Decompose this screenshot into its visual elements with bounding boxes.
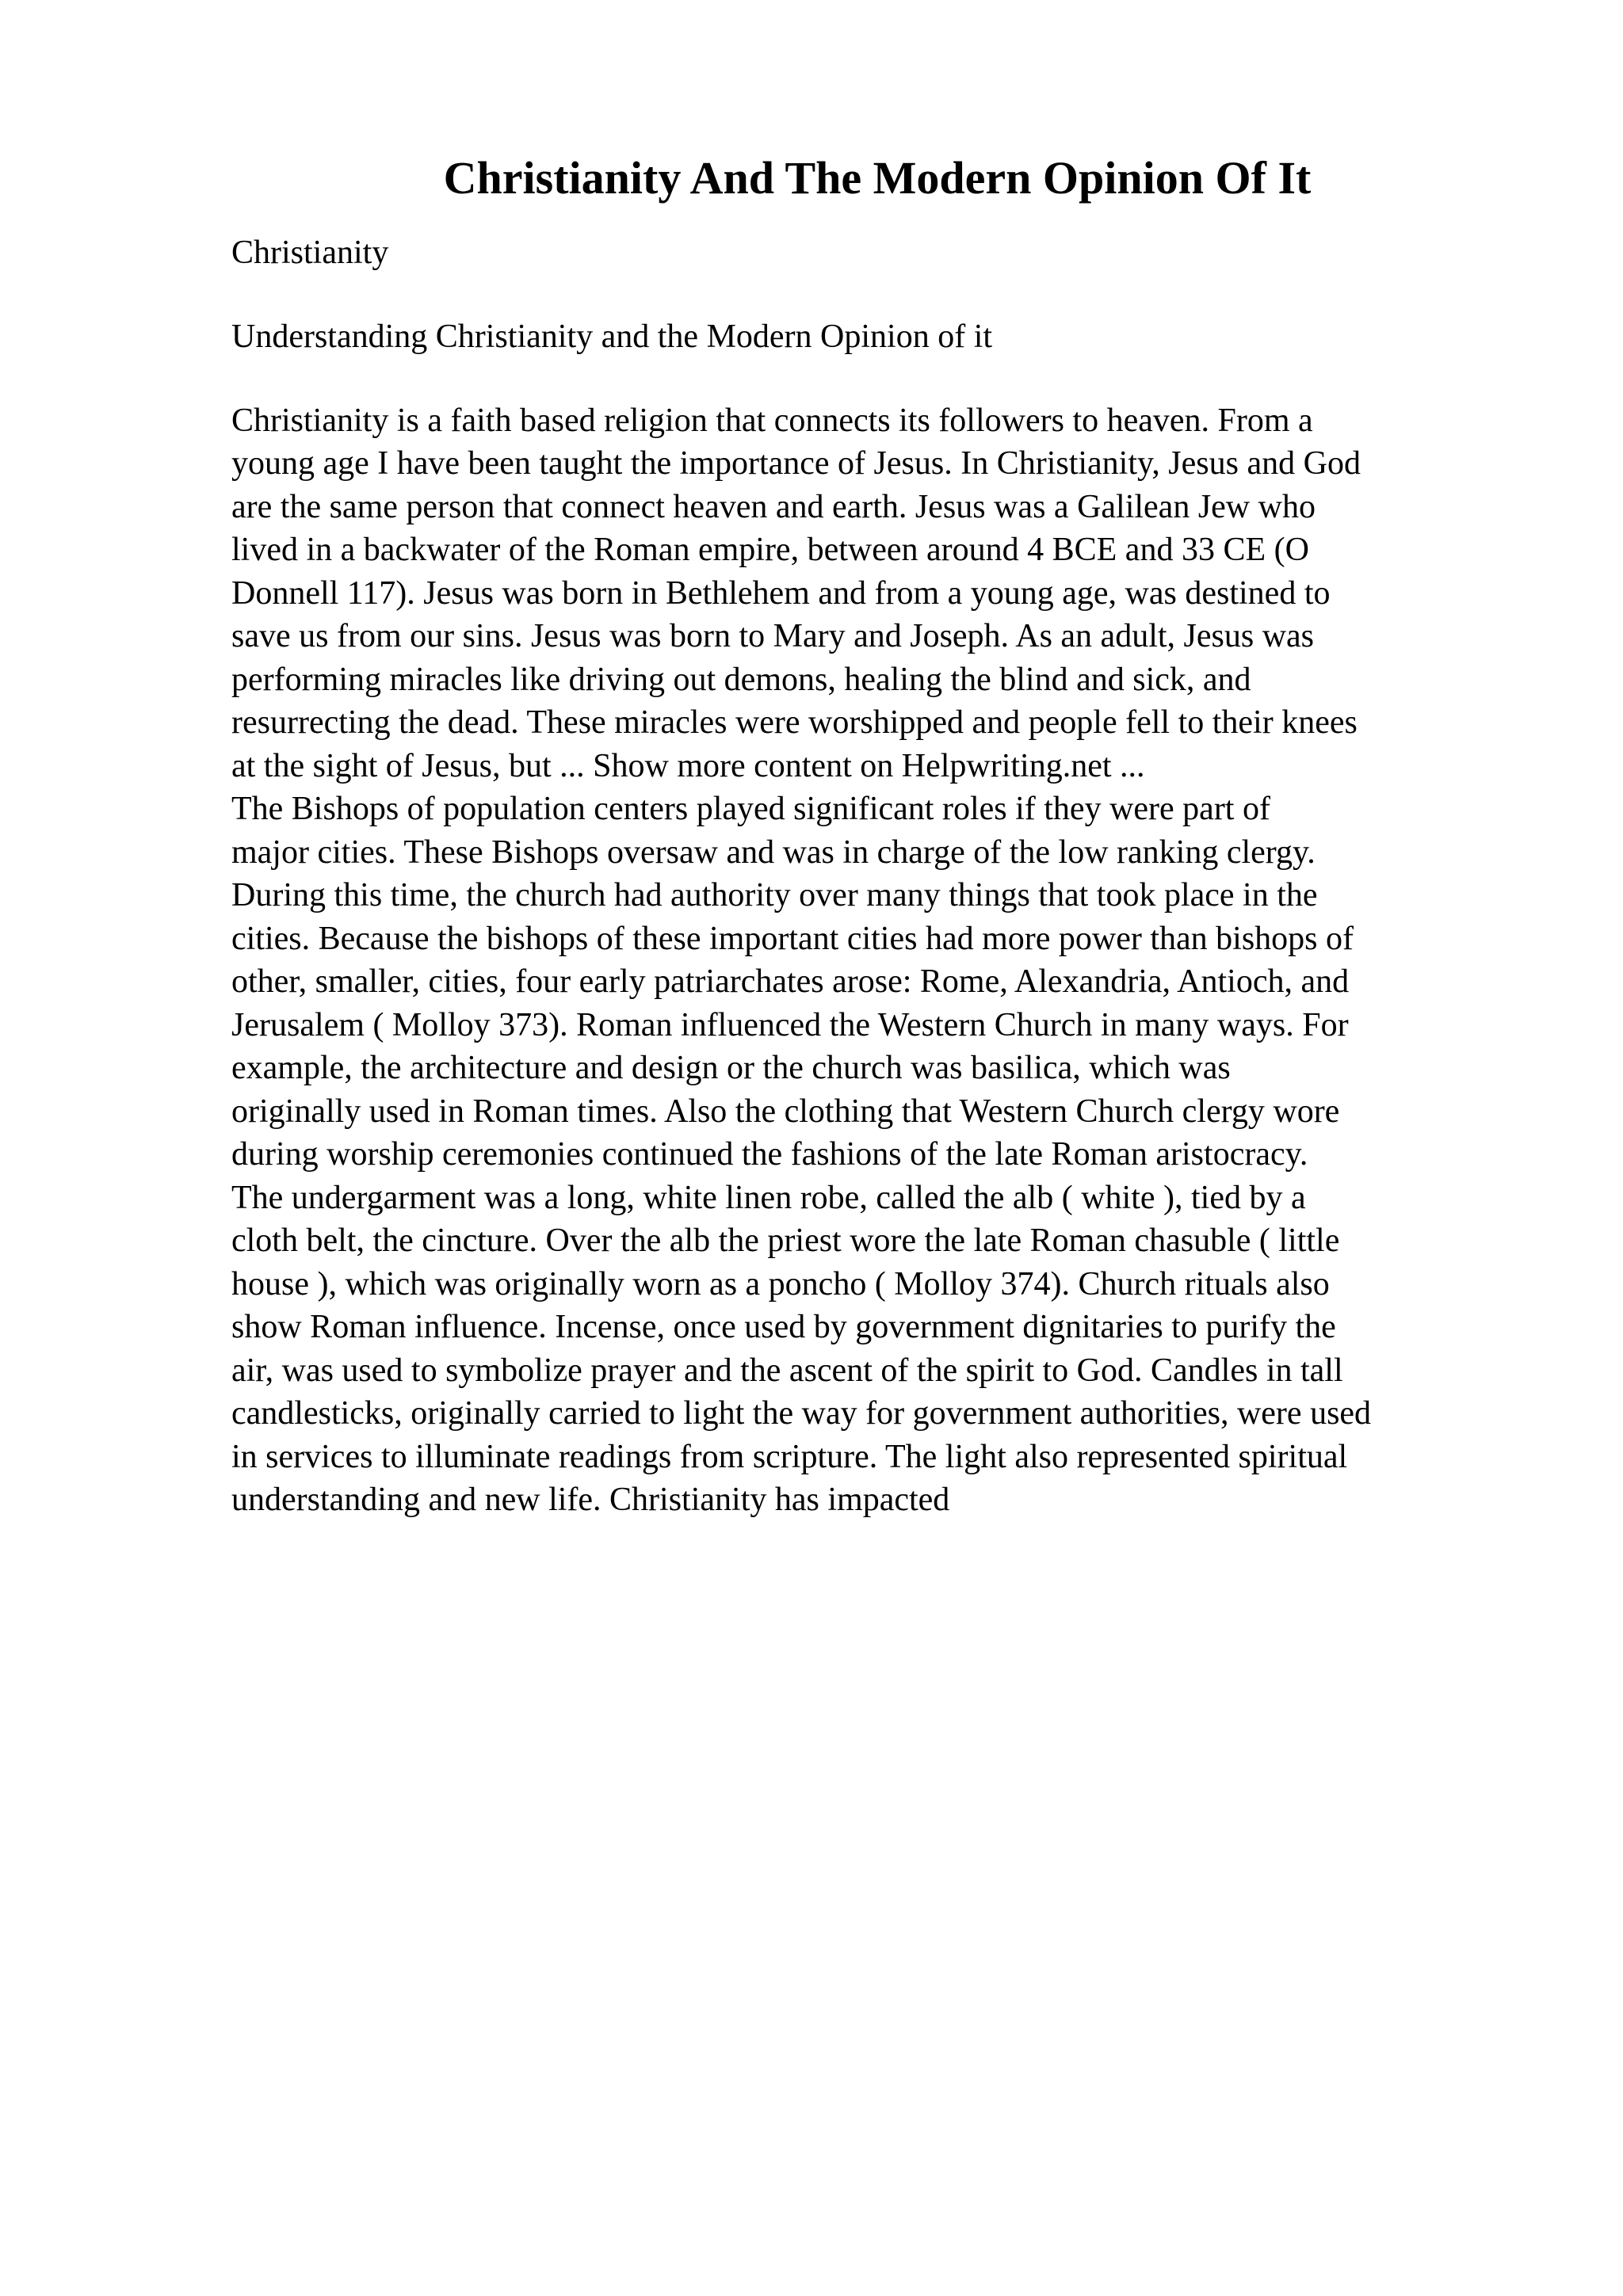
paragraph-1: Christianity is a faith based religion that connects its followers to heaven. From a young age I have been taught the importance of Jesus. In Christianity, Jesus and God are the same person that connect heaven and earth. Jesus was a Galilean Jew who lived in a backwater of the Roman empire, between around 4 BCE and 33 CE (O Donnell 117). Jesus was born in Bethlehem and from a young age, was destined to save us from our sins. Jesus was born to Mary and Joseph. As an adult, Jesus was performing miracles like driving out demons, healing the blind and sick, and resurrecting the dead. These miracles were worshipped and people fell to their knees at the sight of Jesus, but ... Show more content on Helpwriting.net ...	[231, 402, 1361, 784]
paragraph-2: The Bishops of population centers played significant roles if they were part of major cities. These Bishops oversaw and was in charge of the low ranking clergy. During this time, the church had authority over many things that took place in the cities. Because the bishops of these important cities had more power than bishops of other, smaller, cities, four early patriarchates arose: Rome, Alexandria, Antioch, and Jerusalem ( Molloy 373). Roman influenced the Western Church in many ways. For example, the architecture and design or the church was basilica, which was originally used in Roman times. Also the clothing that Western Church clergy wore during worship ceremonies continued the fashions of the late Roman aristocracy. The undergarment was a long, white linen robe, called the alb ( white ), tied by a cloth belt, the cincture. Over the alb the priest wore the late Roman chasuble ( little house ), which was originally worn as a poncho ( Molloy 374). Church rituals also show Roman influence. Incense, once used by government dignitaries to purify the air, was used to symbolize prayer and the ascent of the spirit to God. Candles in tall candlesticks, originally carried to light the way for government authorities, were used in services to illuminate readings from scripture. The light also represented spiritual understanding and new life. Christianity has impacted	[231, 791, 1372, 1519]
document-subheading: Understanding Christianity and the Modern Opinion of it	[231, 318, 993, 355]
document-subtitle: Christianity	[231, 234, 389, 271]
document-content	[231, 151, 1515, 1522]
document-title: Christianity And The Modern Opinion Of It	[443, 152, 1312, 204]
